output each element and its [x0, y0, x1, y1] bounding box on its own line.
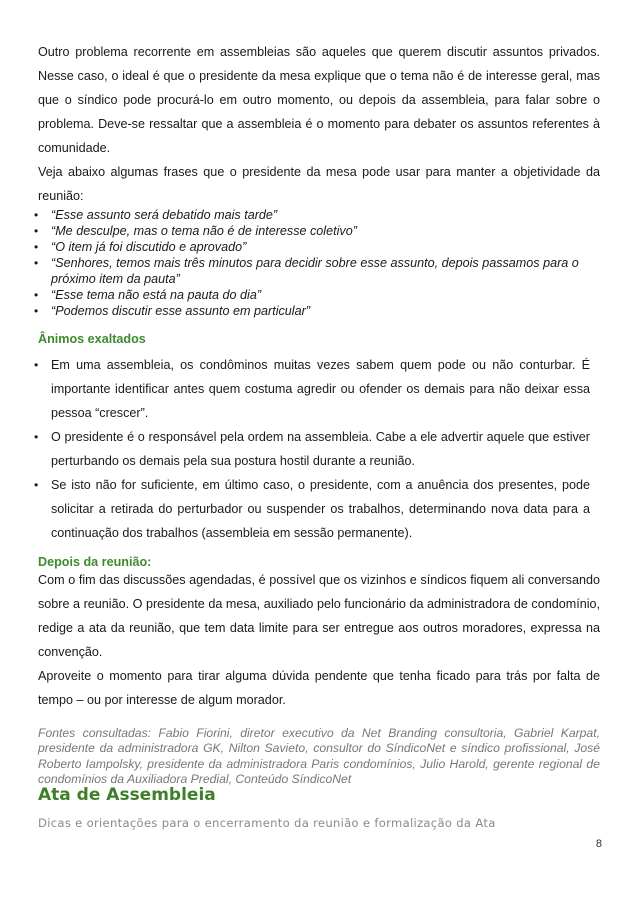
bullet-icon: • [34, 224, 39, 238]
bullet-icon: • [34, 478, 39, 492]
bullet-icon: • [34, 304, 39, 318]
phrases-list [0, 207, 638, 319]
list-item: • “Senhores, temos mais três minutos para decidir sobre esse assunto, depois passamos para o próximo item da pauta” [34, 256, 579, 286]
list-item: • O presidente é o responsável pela ordem na assembleia. Cabe a ele advertir aquele que estiver perturbando os demais pela sua postura hostil durante a reunião. [0, 425, 638, 473]
bullet-icon: • [34, 208, 39, 222]
intro-paragraph-phrases: Veja abaixo algumas frases que o presidente da mesa pode usar para manter a objetividade da reunião: [38, 165, 600, 203]
list-item: • “Me desculpe, mas o tema não é de interesse coletivo” [34, 224, 357, 238]
animos-list [0, 353, 638, 545]
list-item: • “Esse tema não está na pauta do dia” [34, 288, 262, 302]
animos-heading: Ânimos exaltados [38, 332, 146, 346]
page-number: 8 [595, 838, 602, 850]
intro-paragraph: Outro problema recorrente em assembleias são aqueles que querem discutir assuntos privados. Nesse caso, o ideal é que o presidente da mesa explique que o tema não é de interesse geral, mas que o síndico pode procurá-lo em outro momento, ou depois da assembleia, para falar sobre o problema. Deve-se ressaltar que a assembleia é o momento para debater os assuntos referentes à comunidade. [38, 45, 600, 155]
list-item: • “Esse assunto será debatido mais tarde” [34, 208, 278, 222]
bullet-icon: • [34, 256, 39, 270]
depois-paragraph: Com o fim das discussões agendadas, é possível que os vizinhos e síndicos fiquem ali conversando sobre a reunião. O presidente da mesa, auxiliado pelo funcionário da administradora de condomínio, redige a ata da reunião, que tem data limite para ser entregue aos outros moradores, expressa na convenção. [38, 573, 600, 659]
list-item: • “O item já foi discutido e aprovado” [34, 240, 247, 254]
bullet-icon: • [34, 288, 39, 302]
list-item: • “Podemos discutir esse assunto em particular” [34, 304, 310, 318]
bullet-icon: • [34, 240, 39, 254]
list-item: • Se isto não for suficiente, em último caso, o presidente, com a anuência dos presentes, pode solicitar a retirada do perturbador ou suspender os trabalhos, determinando nova data para a continuação dos trabalhos (assembleia em sessão permanente). [0, 473, 638, 545]
list-item: • Em uma assembleia, os condôminos muitas vezes sabem quem pode ou não conturbar. É importante identificar antes quem costuma agredir ou ofender os demais para não deixar essa pessoa “crescer”. [0, 353, 638, 425]
next-section-title: Ata de Assembleia [38, 785, 216, 805]
bullet-icon: • [34, 430, 39, 444]
bullet-icon: • [34, 358, 39, 372]
sources-note: Fontes consultadas: Fabio Fiorini, diretor executivo da Net Branding consultoria, Gabriel Karpat, presidente da administradora GK, Nilton Savieto, consultor do SíndicoNet e síndico profissional, José Roberto Iampolsky, presidente da administradora Paris condomínios, Julio Harold, gerente regional de condomínios da Auxiliadora Predial, Conteúdo SíndicoNet [38, 726, 600, 787]
depois-heading: Depois da reunião: [38, 555, 152, 569]
next-section-subtitle: Dicas e orientações para o encerramento da reunião e formalização da Ata [38, 816, 496, 830]
depois-paragraph-tip: Aproveite o momento para tirar alguma dúvida pendente que tenha ficado para trás por falta de tempo – ou por interesse de algum morador. [38, 669, 600, 707]
